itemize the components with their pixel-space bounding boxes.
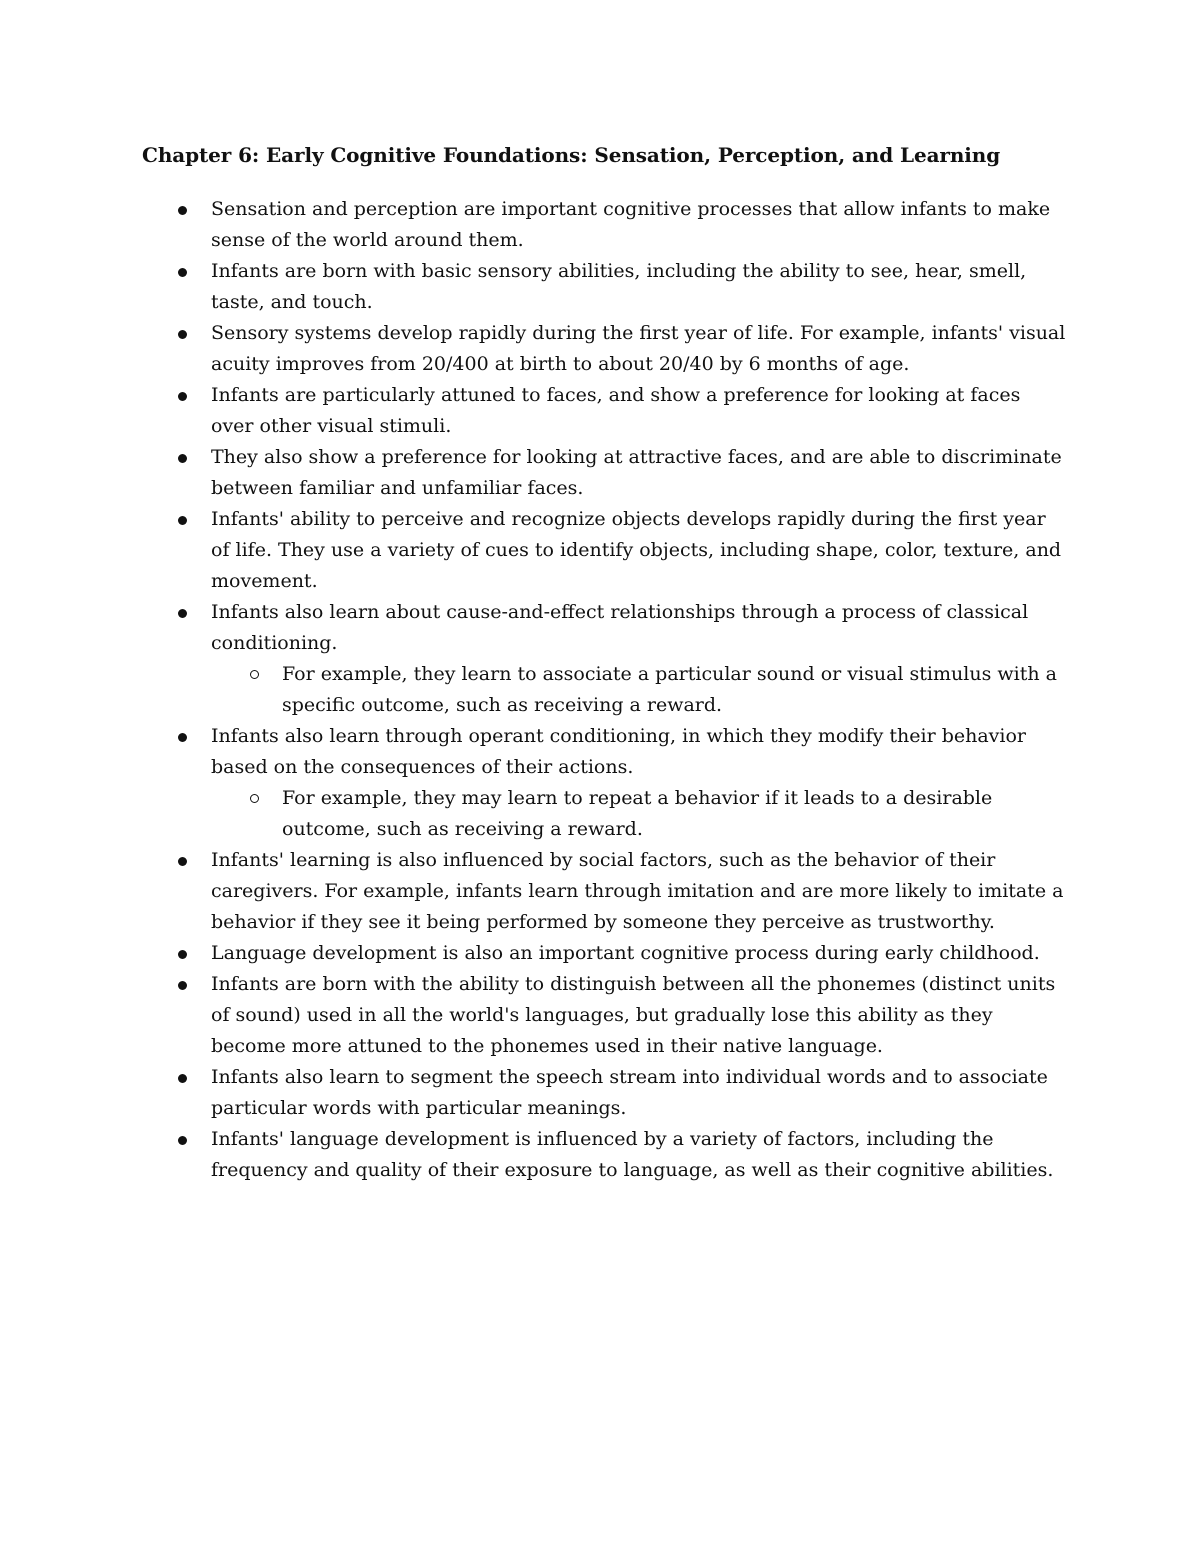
list-item-text: Language development is also an important cognitive process during early childhood. (211, 942, 1040, 964)
bullet-icon (178, 609, 187, 618)
bullet-list (142, 194, 1068, 1186)
sub-bullet-list (211, 659, 1068, 721)
sub-bullet-list (211, 783, 1068, 845)
list-item (142, 318, 1068, 380)
list-item (142, 256, 1068, 318)
bullet-icon (178, 857, 187, 866)
list-item-text: Sensory systems develop rapidly during the first year of life. For example, infants' visual acuity improves from 20/400 at birth to about 20/40 by 6 months of age. (211, 322, 1066, 375)
list-item-text: Infants' ability to perceive and recognize objects develops rapidly during the first year of life. They use a variety of cues to identify objects, including shape, color, texture, and movement. (211, 508, 1062, 592)
list-item-text: Infants are born with the ability to distinguish between all the phonemes (distinct units of sound) used in all the world's languages, but gradually lose this ability as they become more attuned to the phonemes used in their native language. (211, 973, 1056, 1057)
bullet-icon (178, 206, 187, 215)
sub-list-item-text: For example, they learn to associate a particular sound or visual stimulus with a specific outcome, such as receiving a reward. (282, 663, 1057, 716)
list-item-text: Infants' language development is influenced by a variety of factors, including the frequency and quality of their exposure to language, as well as their cognitive abilities. (211, 1128, 1054, 1181)
bullet-icon (178, 392, 187, 401)
list-item (142, 721, 1068, 845)
list-item (142, 194, 1068, 256)
list-item (142, 597, 1068, 721)
bullet-icon (178, 268, 187, 277)
list-item (142, 504, 1068, 597)
bullet-icon (178, 950, 187, 959)
page-title: Chapter 6: Early Cognitive Foundations: Sensation, Perception, and Learning (142, 143, 1001, 167)
sub-list-item (211, 783, 1068, 845)
list-item (142, 1124, 1068, 1186)
list-item-text: They also show a preference for looking at attractive faces, and are able to discriminate between familiar and unfamiliar faces. (211, 446, 1062, 499)
list-item-text: Infants are particularly attuned to faces, and show a preference for looking at faces over other visual stimuli. (211, 384, 1021, 437)
list-item (142, 380, 1068, 442)
list-item (142, 938, 1068, 969)
hollow-bullet-icon (250, 670, 259, 679)
sub-list-item (211, 659, 1068, 721)
list-item-text: Infants are born with basic sensory abilities, including the ability to see, hear, smell, taste, and touch. (211, 260, 1027, 313)
list-item-text: Infants also learn through operant conditioning, in which they modify their behavior based on the consequences of their actions. (211, 725, 1026, 778)
sub-list-item-text: For example, they may learn to repeat a behavior if it leads to a desirable outcome, such as receiving a reward. (282, 787, 993, 840)
list-item (142, 845, 1068, 938)
bullet-icon (178, 330, 187, 339)
bullet-icon (178, 981, 187, 990)
list-item (142, 1062, 1068, 1124)
list-item-text: Infants' learning is also influenced by social factors, such as the behavior of their caregivers. For example, infants learn through imitation and are more likely to imitate a behavior if they see it being performed by someone they perceive as trustworthy. (211, 849, 1064, 933)
bullet-icon (178, 454, 187, 463)
list-item-text: Sensation and perception are important cognitive processes that allow infants to make sense of the world around them. (211, 198, 1051, 251)
bullet-icon (178, 733, 187, 742)
list-item-text: Infants also learn about cause-and-effect relationships through a process of classical conditioning. (211, 601, 1029, 654)
hollow-bullet-icon (250, 794, 259, 803)
list-item-text: Infants also learn to segment the speech stream into individual words and to associate particular words with particular meanings. (211, 1066, 1048, 1119)
list-item (142, 969, 1068, 1062)
bullet-icon (178, 1136, 187, 1145)
bullet-icon (178, 1074, 187, 1083)
list-item (142, 442, 1068, 504)
bullet-icon (178, 516, 187, 525)
